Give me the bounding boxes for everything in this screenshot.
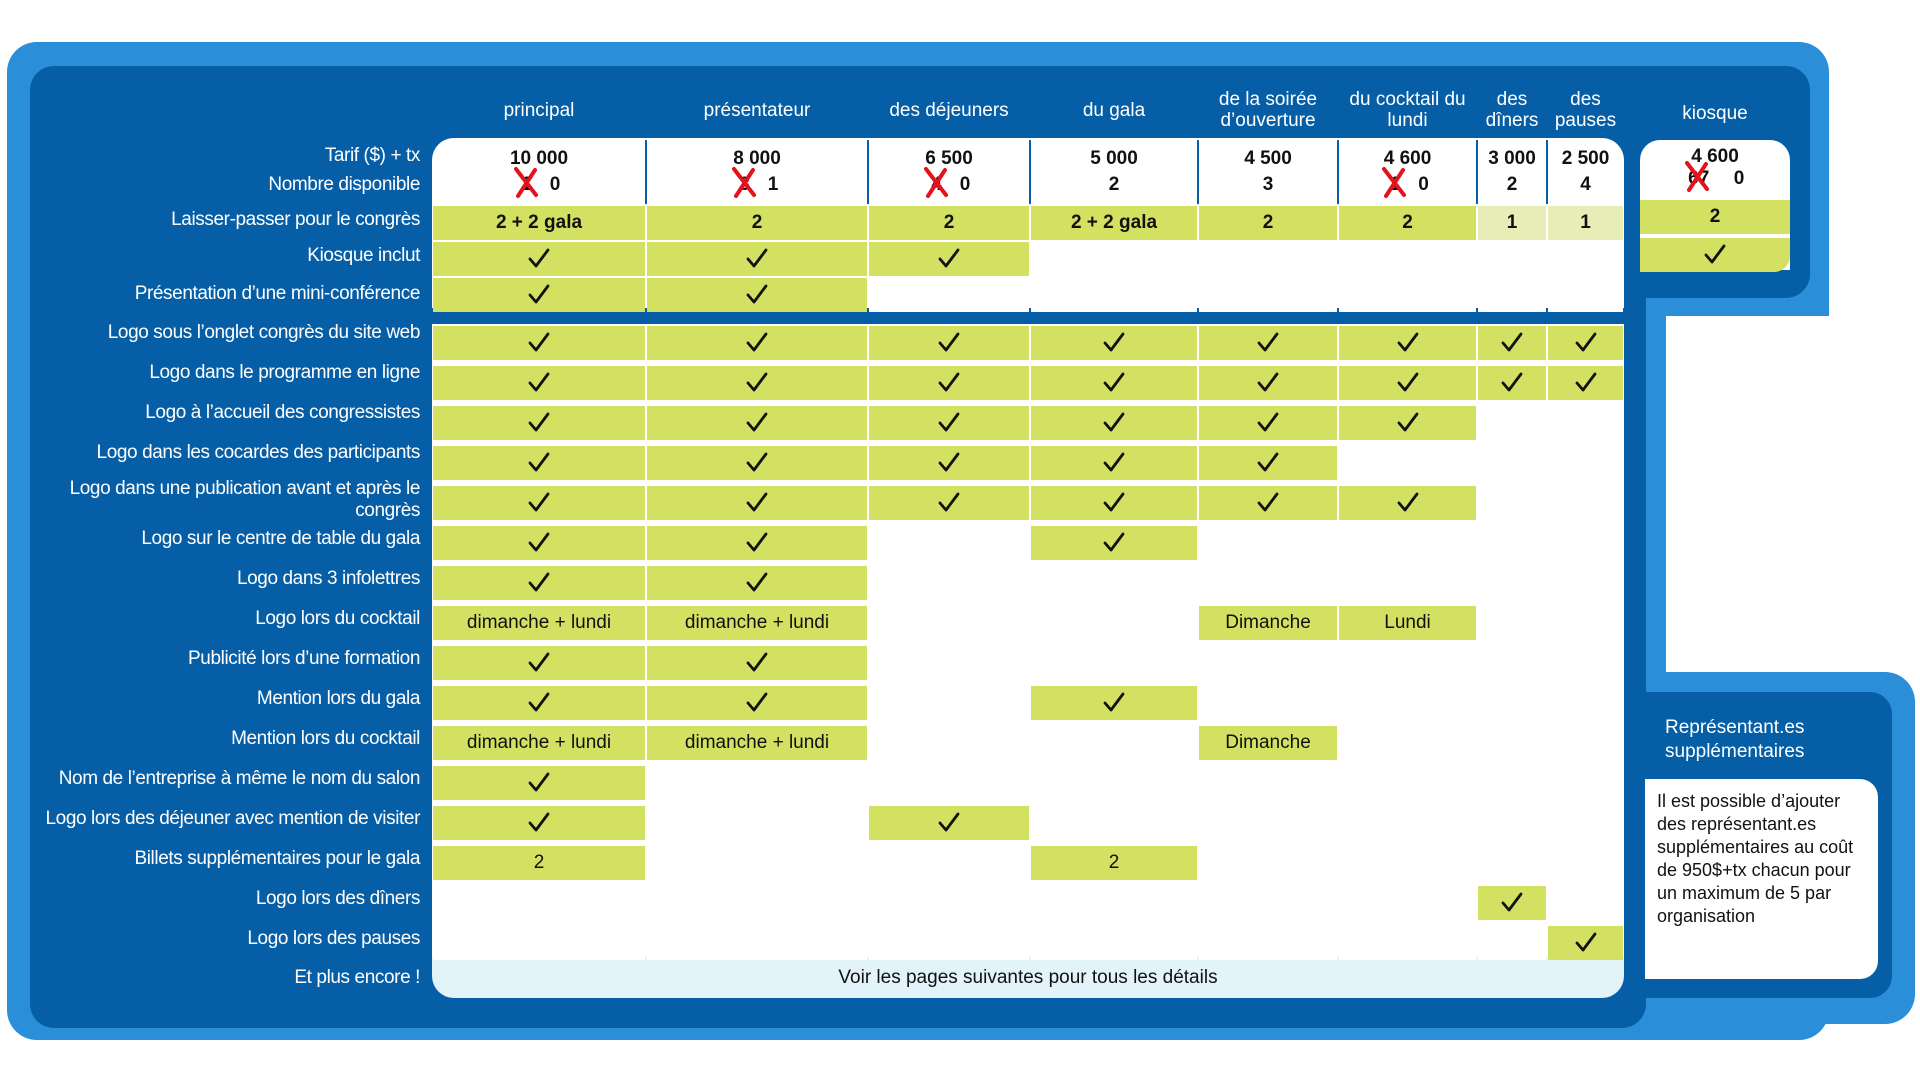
price-cell — [868, 142, 1030, 202]
empty-cell — [1548, 406, 1623, 440]
checkmark-icon — [526, 370, 552, 396]
empty-cell — [1199, 806, 1337, 840]
empty-cell — [1478, 566, 1546, 600]
empty-cell — [1478, 766, 1546, 800]
price-value: 3 000 — [1488, 148, 1536, 169]
checkmark-icon — [744, 246, 770, 272]
x-mark-icon — [1682, 159, 1712, 193]
checkmark-icon — [744, 330, 770, 356]
row-label: Mention lors du gala — [256, 688, 420, 709]
empty-cell — [1339, 566, 1476, 600]
check-cell — [1478, 886, 1546, 920]
empty-cell — [1031, 886, 1197, 920]
empty-cell — [1478, 606, 1546, 640]
checkmark-icon — [936, 370, 962, 396]
text-cell: dimanche + lundi — [433, 606, 645, 640]
check-cell — [433, 366, 645, 400]
empty-cell — [1199, 926, 1337, 960]
empty-cell — [1031, 766, 1197, 800]
empty-cell — [1478, 646, 1546, 680]
checkmark-icon — [1395, 490, 1421, 516]
check-cell — [1031, 526, 1197, 560]
checkmark-icon — [1702, 242, 1728, 268]
empty-cell — [869, 926, 1029, 960]
check-cell — [1339, 366, 1476, 400]
checkmark-icon — [744, 282, 770, 308]
price-value: 8 000 — [733, 148, 781, 169]
label-tarif: Tarif ($) + tx — [324, 145, 420, 166]
checkmark-icon — [936, 450, 962, 476]
x-mark-icon — [1379, 165, 1409, 199]
checkmark-icon — [526, 570, 552, 596]
empty-cell — [1478, 486, 1546, 520]
text-cell: dimanche + lundi — [647, 726, 867, 760]
checkmark-icon — [744, 490, 770, 516]
empty-cell — [1548, 446, 1623, 480]
text-cell: Lundi — [1339, 606, 1476, 640]
checkmark-icon — [1255, 410, 1281, 436]
empty-cell — [1478, 278, 1546, 312]
empty-cell — [1199, 526, 1337, 560]
empty-cell — [647, 766, 867, 800]
text-cell: dimanche + lundi — [433, 726, 645, 760]
empty-cell — [1199, 686, 1337, 720]
footer-note: Voir les pages suivantes pour tous les détails — [838, 966, 1218, 988]
row-label: Mention lors du cocktail — [231, 728, 420, 749]
empty-cell — [1548, 646, 1623, 680]
available-count: 4 — [1580, 174, 1591, 195]
checkmark-icon — [526, 810, 552, 836]
empty-cell — [1031, 726, 1197, 760]
column-header-2: présentateur — [703, 99, 811, 121]
check-cell — [1031, 326, 1197, 360]
check-cell — [433, 646, 645, 680]
checkmark-icon — [526, 410, 552, 436]
row-label: Logo à l’accueil des congressistes — [145, 402, 420, 423]
check-cell — [647, 406, 867, 440]
check-cell — [1031, 366, 1197, 400]
check-cell — [869, 366, 1029, 400]
empty-cell — [1031, 566, 1197, 600]
check-cell — [1548, 326, 1623, 360]
text-cell: 2 — [1031, 846, 1197, 880]
text-cell: Dimanche — [1199, 726, 1337, 760]
empty-cell — [1199, 242, 1337, 276]
white-gap — [1666, 316, 1920, 672]
checkmark-icon — [1573, 330, 1599, 356]
row-label: Laisser-passer pour le congrès — [171, 209, 420, 230]
check-cell — [1031, 446, 1197, 480]
checkmark-icon — [526, 770, 552, 796]
check-cell — [647, 566, 867, 600]
checkmark-icon — [526, 246, 552, 272]
price-value: 2 500 — [1561, 148, 1610, 169]
empty-cell — [1478, 726, 1546, 760]
empty-cell — [869, 846, 1029, 880]
price-cell — [646, 142, 868, 202]
checkmark-icon — [744, 410, 770, 436]
row-label: Logo lors des déjeuner avec mention de visiter — [45, 808, 420, 829]
available-count: 1 — [767, 174, 779, 195]
check-cell — [433, 566, 645, 600]
check-cell — [1199, 486, 1337, 520]
text-cell: Dimanche — [1199, 606, 1337, 640]
check-cell — [647, 242, 867, 276]
empty-cell — [1548, 242, 1623, 276]
empty-cell — [1339, 926, 1476, 960]
checkmark-icon — [744, 370, 770, 396]
check-cell — [647, 366, 867, 400]
old-available: 1 — [1389, 174, 1401, 195]
empty-cell — [1031, 606, 1197, 640]
price-cell — [1030, 142, 1198, 202]
checkmark-icon — [1101, 490, 1127, 516]
available-count: 0 — [1418, 174, 1429, 195]
empty-cell — [1548, 806, 1623, 840]
price-cell — [1547, 142, 1624, 202]
empty-cell — [1548, 686, 1623, 720]
checkmark-icon — [1101, 330, 1127, 356]
price-cell — [432, 142, 646, 202]
check-cell — [869, 326, 1029, 360]
text-cell: 2 + 2 gala — [433, 206, 645, 240]
empty-cell — [647, 926, 867, 960]
check-cell — [869, 486, 1029, 520]
check-cell — [869, 806, 1029, 840]
checkmark-icon — [744, 650, 770, 676]
empty-cell — [1548, 526, 1623, 560]
row-label: Logo dans une publication avant et après le congrès — [69, 478, 420, 521]
row-label: Et plus encore ! — [294, 967, 420, 988]
x-mark-icon — [921, 165, 951, 199]
checkmark-icon — [1255, 330, 1281, 356]
checkmark-icon — [1101, 530, 1127, 556]
checkmark-icon — [1573, 930, 1599, 956]
empty-cell — [869, 686, 1029, 720]
kiosque-available: 0 — [1733, 168, 1745, 189]
empty-cell — [869, 886, 1029, 920]
row-label: Logo lors des pauses — [247, 928, 420, 949]
empty-cell — [1339, 646, 1476, 680]
price-value: 4 500 — [1244, 148, 1292, 169]
check-cell — [1199, 366, 1337, 400]
check-cell — [433, 446, 645, 480]
row-label: Présentation d’une mini-conférence — [134, 283, 420, 304]
empty-cell — [1339, 526, 1476, 560]
check-cell — [869, 242, 1029, 276]
check-cell — [1339, 326, 1476, 360]
empty-cell — [1478, 686, 1546, 720]
empty-cell — [1548, 726, 1623, 760]
check-cell — [433, 406, 645, 440]
empty-cell — [1339, 766, 1476, 800]
empty-cell — [1199, 846, 1337, 880]
price-cell — [1338, 142, 1477, 202]
reps-title: Représentant.es supplémentaires — [1665, 717, 1805, 762]
checkmark-icon — [526, 650, 552, 676]
text-cell: 2 — [1339, 206, 1476, 240]
empty-cell — [1199, 886, 1337, 920]
empty-cell — [869, 646, 1029, 680]
empty-cell — [1199, 646, 1337, 680]
checkmark-icon — [1499, 330, 1525, 356]
empty-cell — [1031, 926, 1197, 960]
check-cell — [647, 686, 867, 720]
empty-cell — [1031, 278, 1197, 312]
empty-cell — [1339, 446, 1476, 480]
check-cell — [433, 526, 645, 560]
checkmark-icon — [1395, 330, 1421, 356]
kiosque-price-value: 4 600 — [1691, 146, 1739, 167]
checkmark-icon — [936, 410, 962, 436]
checkmark-icon — [1499, 370, 1525, 396]
checkmark-icon — [1255, 490, 1281, 516]
price-cell — [1477, 142, 1547, 202]
empty-cell — [1031, 646, 1197, 680]
old-available: 1 — [521, 174, 532, 195]
empty-cell — [1478, 242, 1546, 276]
checkmark-icon — [936, 246, 962, 272]
checkmark-icon — [1255, 450, 1281, 476]
empty-cell — [1548, 486, 1623, 520]
empty-cell — [1031, 806, 1197, 840]
checkmark-icon — [526, 450, 552, 476]
checkmark-icon — [936, 330, 962, 356]
column-header-1: principal — [503, 99, 575, 121]
checkmark-icon — [1101, 450, 1127, 476]
check-cell — [869, 406, 1029, 440]
row-label: Logo dans 3 infolettres — [236, 568, 420, 589]
check-cell — [1548, 926, 1623, 960]
price-value: 10 000 — [509, 148, 569, 169]
checkmark-icon — [1573, 370, 1599, 396]
empty-cell — [1478, 406, 1546, 440]
empty-cell — [869, 606, 1029, 640]
checkmark-icon — [1101, 690, 1127, 716]
checkmark-icon — [744, 450, 770, 476]
row-label: Logo lors du cocktail — [255, 608, 420, 629]
text-cell: 2 + 2 gala — [1031, 206, 1197, 240]
check-cell — [647, 446, 867, 480]
text-cell: 1 — [1478, 206, 1546, 240]
available-count: 2 — [1506, 174, 1518, 195]
row-label: Publicité lors d’une formation — [188, 648, 420, 669]
check-cell — [647, 278, 867, 312]
available-count: 2 — [1108, 174, 1120, 195]
x-mark-icon — [511, 165, 541, 199]
x-mark-icon — [729, 165, 759, 199]
label-nombre: Nombre disponible — [268, 174, 420, 195]
empty-cell — [1031, 242, 1197, 276]
check-cell — [1478, 326, 1546, 360]
empty-cell — [1199, 278, 1337, 312]
column-header-8: des pauses — [1554, 89, 1617, 131]
empty-cell — [1478, 806, 1546, 840]
empty-cell — [1478, 526, 1546, 560]
check-cell — [1339, 486, 1476, 520]
checkmark-icon — [744, 530, 770, 556]
row-label: Logo dans les cocardes des participants — [96, 442, 420, 463]
empty-cell — [1339, 686, 1476, 720]
kiosque-included — [1640, 238, 1790, 272]
checkmark-icon — [1395, 370, 1421, 396]
empty-cell — [869, 766, 1029, 800]
empty-cell — [1478, 446, 1546, 480]
checkmark-icon — [936, 810, 962, 836]
check-cell — [433, 806, 645, 840]
empty-cell — [1548, 846, 1623, 880]
check-cell — [647, 326, 867, 360]
empty-cell — [869, 526, 1029, 560]
row-label: Nom de l’entreprise à même le nom du salon — [58, 768, 420, 789]
empty-cell — [647, 886, 867, 920]
checkmark-icon — [526, 282, 552, 308]
empty-cell — [1548, 278, 1623, 312]
check-cell — [1548, 366, 1623, 400]
checkmark-icon — [744, 570, 770, 596]
check-cell — [433, 486, 645, 520]
check-cell — [433, 278, 645, 312]
check-cell — [647, 646, 867, 680]
empty-cell — [1548, 606, 1623, 640]
column-header-3: des déjeuners — [889, 99, 1009, 121]
empty-cell — [1199, 766, 1337, 800]
price-value: 5 000 — [1090, 148, 1138, 169]
check-cell — [1031, 486, 1197, 520]
empty-cell — [1339, 278, 1476, 312]
row-labels — [30, 0, 420, 1000]
check-cell — [1339, 406, 1476, 440]
checkmark-icon — [936, 490, 962, 516]
column-header-4: du gala — [1082, 99, 1146, 121]
check-cell — [433, 766, 645, 800]
kiosque-old-available: 67 — [1688, 168, 1710, 189]
old-available: 3 — [739, 174, 750, 195]
row-label: Logo sur le centre de table du gala — [141, 528, 420, 549]
price-value: 4 600 — [1383, 148, 1432, 169]
checkmark-icon — [1499, 890, 1525, 916]
text-cell: dimanche + lundi — [647, 606, 867, 640]
empty-cell — [869, 278, 1029, 312]
available-count: 3 — [1262, 174, 1274, 195]
checkmark-icon — [1395, 410, 1421, 436]
empty-cell — [1339, 846, 1476, 880]
empty-cell — [1478, 846, 1546, 880]
checkmark-icon — [526, 490, 552, 516]
check-cell — [433, 686, 645, 720]
check-cell — [1199, 326, 1337, 360]
available-count: 0 — [959, 174, 971, 195]
empty-cell — [1339, 726, 1476, 760]
empty-cell — [1199, 566, 1337, 600]
checkmark-icon — [1101, 370, 1127, 396]
checkmark-icon — [526, 690, 552, 716]
reps-text: Il est possible d’ajouter des représentant.es supplémentaires au coût de 950$+tx chacun pour un maximum de 5 par organisation — [1657, 791, 1854, 926]
check-cell — [1199, 446, 1337, 480]
check-cell — [1478, 366, 1546, 400]
checkmark-icon — [1255, 370, 1281, 396]
empty-cell — [869, 726, 1029, 760]
check-cell — [1031, 406, 1197, 440]
check-cell — [1031, 686, 1197, 720]
check-cell — [647, 526, 867, 560]
row-label: Logo sous l’onglet congrès du site web — [107, 322, 420, 343]
empty-cell — [1339, 886, 1476, 920]
empty-cell — [1548, 766, 1623, 800]
column-header-6: du cocktail du lundi — [1349, 89, 1466, 131]
row-label: Logo lors des dîners — [255, 888, 420, 909]
check-cell — [647, 486, 867, 520]
price-cell — [1198, 142, 1338, 202]
text-cell: 2 — [433, 846, 645, 880]
checkmark-icon — [526, 530, 552, 556]
column-header-7: des dîners — [1485, 89, 1539, 131]
kiosque-header: kiosque — [1682, 102, 1748, 124]
check-cell — [1199, 406, 1337, 440]
checkmark-icon — [1101, 410, 1127, 436]
available-count: 0 — [549, 174, 561, 195]
empty-cell — [1339, 806, 1476, 840]
text-cell: 1 — [1548, 206, 1623, 240]
row-label: Billets supplémentaires pour le gala — [134, 848, 420, 869]
check-cell — [433, 326, 645, 360]
text-cell: 2 — [869, 206, 1029, 240]
kiosque-passes: 2 — [1640, 200, 1790, 234]
column-header-5: de la soirée d’ouverture — [1218, 89, 1318, 131]
empty-cell — [647, 806, 867, 840]
checkmark-icon — [744, 690, 770, 716]
checkmark-icon — [526, 330, 552, 356]
kiosque-price — [1640, 140, 1790, 196]
old-available: 4 — [931, 174, 942, 195]
row-label: Logo dans le programme en ligne — [149, 362, 420, 383]
empty-cell — [1548, 566, 1623, 600]
check-cell — [869, 446, 1029, 480]
text-cell: 2 — [647, 206, 867, 240]
check-cell — [433, 242, 645, 276]
empty-cell — [433, 926, 645, 960]
empty-cell — [647, 846, 867, 880]
empty-cell — [433, 886, 645, 920]
empty-cell — [869, 566, 1029, 600]
price-value: 6 500 — [925, 148, 973, 169]
empty-cell — [1339, 242, 1476, 276]
text-cell: 2 — [1199, 206, 1337, 240]
empty-cell — [1478, 926, 1546, 960]
row-label: Kiosque inclut — [307, 245, 420, 266]
empty-cell — [1548, 886, 1623, 920]
